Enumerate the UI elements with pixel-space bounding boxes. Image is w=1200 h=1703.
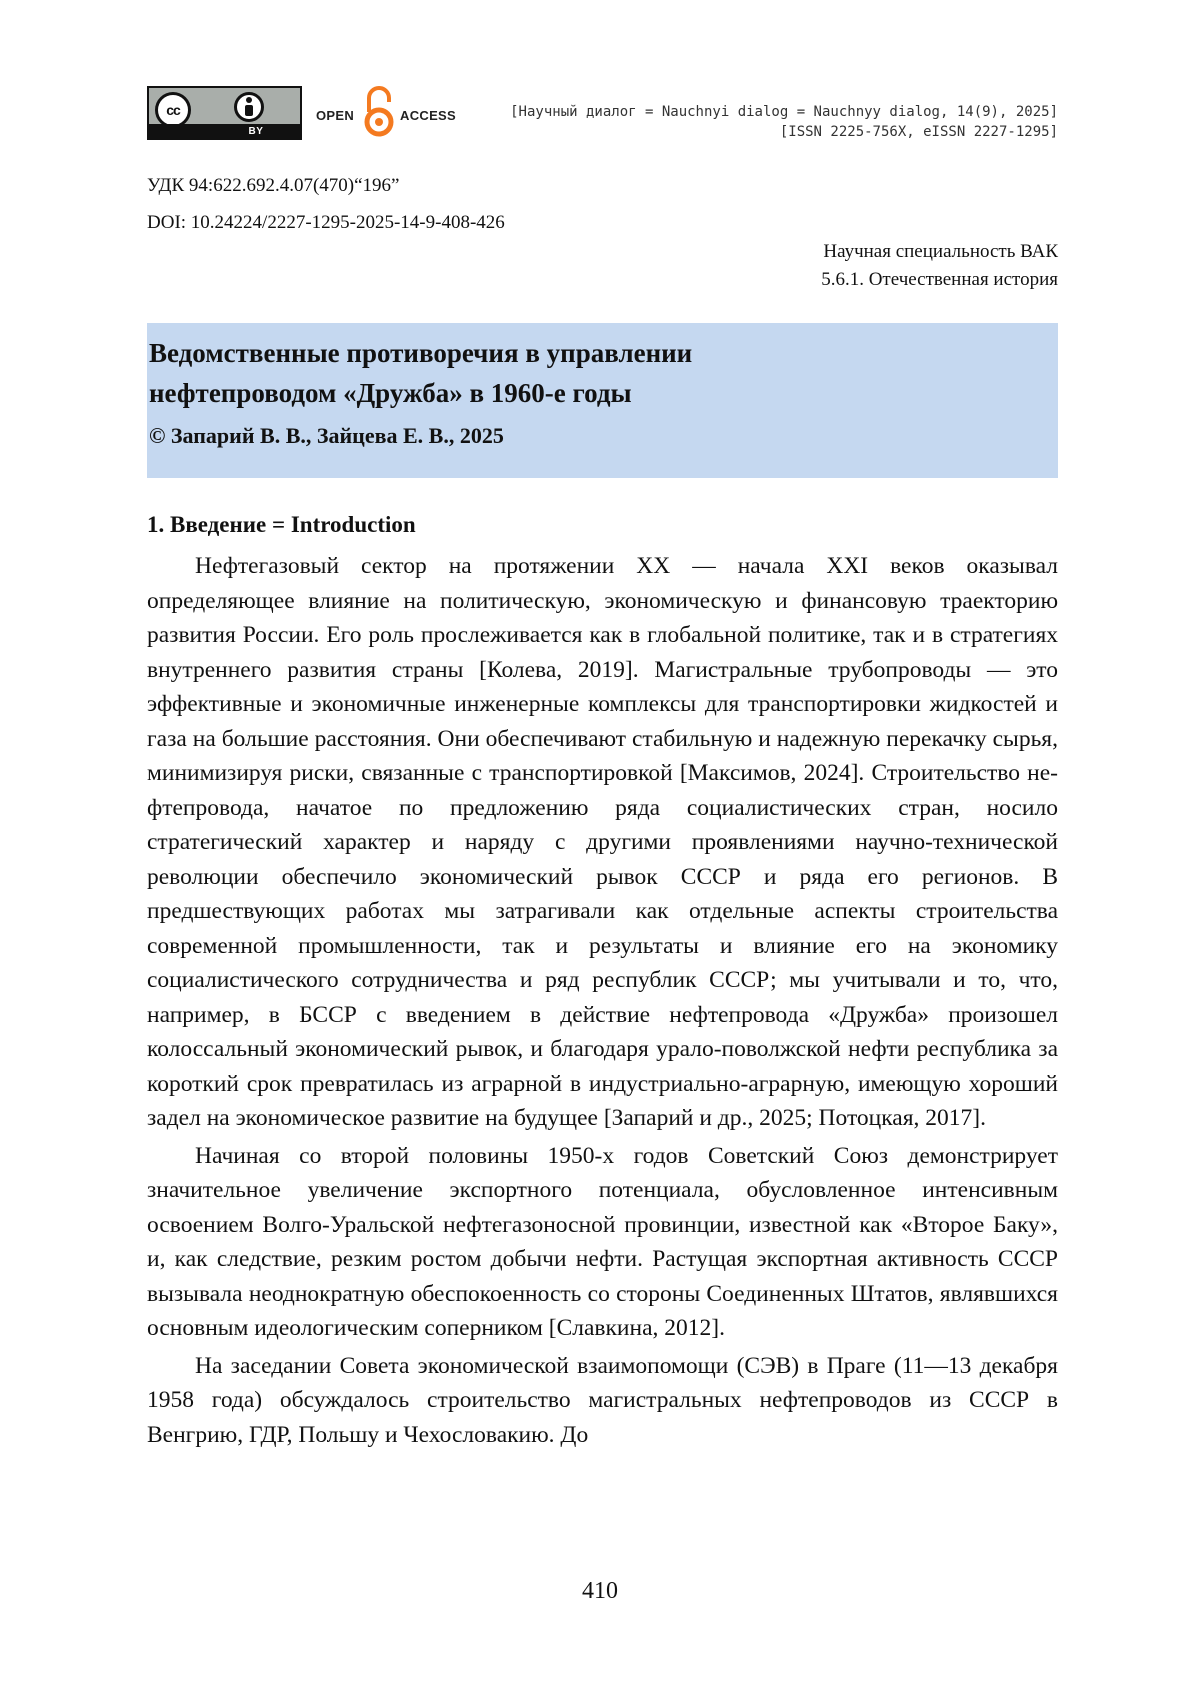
specialty-label: Научная специальность ВАК — [823, 241, 1058, 262]
udk-code: УДК 94:622.692.4.07(470)“196” — [147, 175, 400, 196]
open-access-left-text: OPEN — [316, 108, 355, 123]
body-text — [147, 549, 1058, 1455]
cc-by-license-badge — [147, 86, 302, 140]
open-access-right-text: ACCESS — [400, 108, 456, 123]
article-title-line-1: Ведомственные противоречия в управлении — [149, 338, 693, 368]
license-label: BY — [248, 126, 264, 137]
article-title-line-2: нефтепроводом «Дружба» в 1960-е годы — [149, 378, 632, 408]
specialty-code: 5.6.1. Отечественная история — [821, 269, 1058, 290]
article-title-block — [147, 323, 1058, 478]
paragraph-3: На заседании Совета экономической взаимопомощи (СЭВ) в Праге (11—13 декабря 1958 года) обсуждалось строительство магистральных нефтепроводов из СССР в Венгрию, ГДР, Польшу и Чехословакию. До — [147, 1352, 1058, 1448]
open-access-logo — [316, 86, 456, 140]
paragraph-2: Начиная со второй половины 1950-х годов Советский Союз демонстрирует значительное увеличение экспортного потенциала, обусловленное интенсивным освоением Волго-Уральской нефтегазоносной провинции, известной как «Второе Баку», и, как следствие, резким ростом добычи нефти. Растущая экспортная активность СССР вызывала неоднократную обеспокоенность со стороны Соединенных Штатов, являвшихся основным идеологическим соперником [Славкина, 2012]. — [147, 1142, 1058, 1341]
page-number: 410 — [582, 1578, 618, 1604]
section-heading: 1. Введение = Introduction — [147, 512, 416, 537]
paragraph-1: Нефтегазовый сектор на протяжении XX — начала XXI веков оказывал определяющее влияние на политическую, экономическую и финансовую траекторию развития России. Его роль прослеживается как в глобальной политике, так и в стратегиях внутреннего развития страны [Колева, 2019]. Магистральные трубопроводы — это эффективные и экономичные инженерные комплексы для транспортировки жидкостей и газа на большие расстояния. Они обеспечивают стабильную и надежную перекачку сырья, минимизируя риски, связанные с транспортировкой [Максимов, 2024]. Строительство нефтепровода, начатое по предложению ряда социалистических стран, носило стратегический характер и наряду с другими проявлениями научно-технической революции обеспечило экономический рывок СССР и ряда его регионов. В предшествующих работах мы затрагивали как отдельные аспекты строительства современной промышленности, так и результаты и влияние его на экономику социалистического сотрудничества и ряд республик СССР; мы учитывали и то, что, например, в БССР с введением в действие нефтепровода «Дружба» произошел колоссальный экономический рывок, и благодаря урало-поволжской нефти республика за короткий срок превратилась из аграрной в индустриально-аграрную, имеющую хороший задел на экономическое развитие на будущее [Запарий и др., 2025; Потоцкая, 2017]. — [147, 553, 1058, 1131]
doi-identifier: DOI: 10.24224/2227-1295-2025-14-9-408-426 — [147, 212, 505, 233]
journal-reference — [510, 102, 1058, 142]
journal-citation: [Научный диалог = Nauchnyi dialog = Nauchnyy dialog, 14(9), 2025] — [510, 104, 1058, 120]
attribution-person-icon — [234, 92, 264, 122]
article-authors: © Запарий В. В., Зайцева Е. В., 2025 — [149, 423, 504, 448]
creative-commons-icon: cc — [155, 92, 191, 128]
vak-specialty — [821, 238, 1058, 294]
journal-issn: [ISSN 2225-756X, eISSN 2227-1295] — [779, 124, 1058, 140]
open-access-lock-icon — [363, 86, 395, 138]
